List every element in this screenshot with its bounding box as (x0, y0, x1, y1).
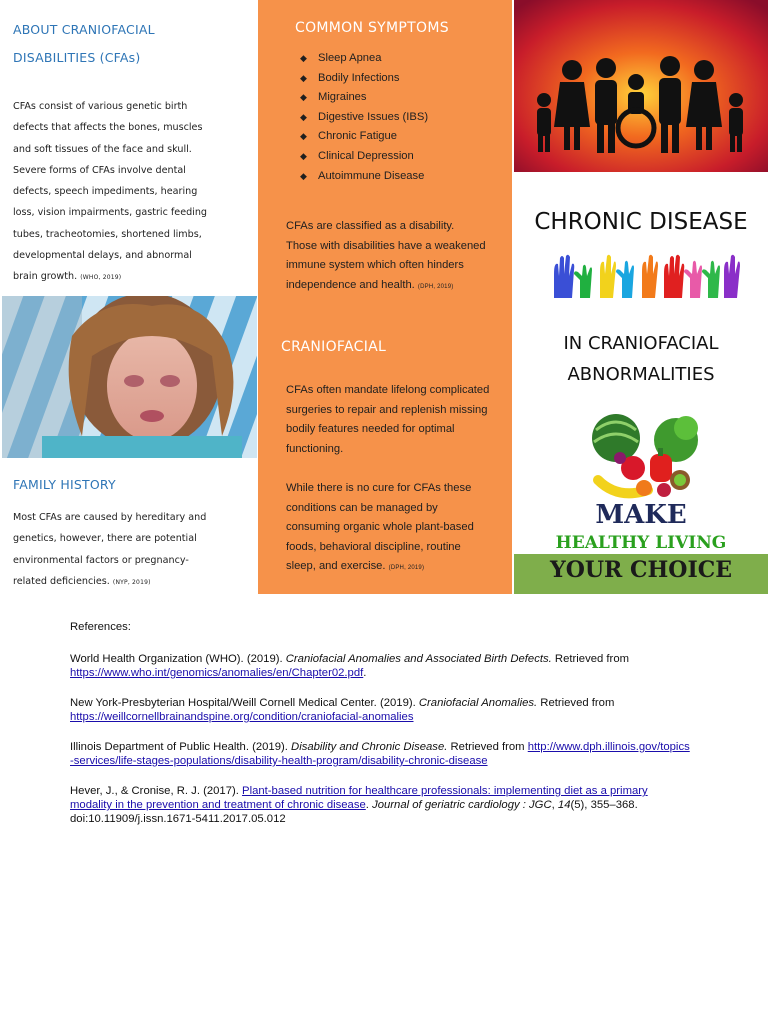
ref-pages-doi: (5), 355–368. doi:10.11909/j.issn.1671-5411.2017.05.012 (70, 799, 638, 825)
ref-retrieved: Retrieved from (447, 741, 528, 753)
ref-retrieved: Retrieved from (537, 697, 615, 709)
about-paragraph (13, 96, 219, 289)
symptom-label: Chronic Fatigue (318, 130, 397, 143)
symptom-label: Clinical Depression (318, 149, 414, 162)
references-label: References: (70, 621, 131, 633)
ref-title: Craniofacial Anomalies. (418, 697, 538, 709)
ref-link[interactable]: http://www.dph.illinois.gov/topics-services/life-stages-populations/disability-health-program/disability-chronic-disease (70, 741, 690, 767)
reference-hever (70, 784, 690, 826)
ref-authors: New York-Presbyterian Hospital/Weill Cornell Medical Center. (2019). (70, 697, 419, 709)
right-panel (514, 0, 768, 594)
surgery-text: CFAs often mandate lifelong complicated surgeries to repair and replenish missing bodily features needed for optimal functioning. (286, 384, 490, 455)
your-choice-bar (514, 554, 768, 594)
symptom-label: Migraines (318, 91, 367, 104)
ref-title: Disability and Chronic Disease. (291, 741, 448, 753)
title-chronic-disease: CHRONIC DISEASE (534, 209, 748, 235)
ref-volume: 14 (557, 799, 571, 811)
title-abnormalities: ABNORMALITIES (567, 364, 715, 385)
fruits-vegetables-graphic (588, 410, 708, 502)
ref-retrieved: Retrieved from (551, 653, 630, 665)
managed-paragraph (286, 479, 491, 579)
left-panel (0, 0, 257, 595)
ref-link[interactable]: https://www.who.int/genomics/anomalies/en/Chapter02.pdf (70, 667, 364, 679)
ref-link[interactable]: Plant-based nutrition for healthcare professionals: implementing diet as a primary modality in the prevention and treatment of chronic disease (70, 785, 648, 811)
patient-photo (2, 296, 257, 458)
managed-citation: (DPH, 2019) (388, 565, 425, 572)
title-in-craniofacial: IN CRANIOFACIAL (563, 333, 719, 354)
disability-citation: (DPH, 2019) (417, 283, 454, 290)
diamond-bullet-icon: ◆ (300, 53, 307, 63)
reference-nyp (70, 696, 690, 724)
diamond-bullet-icon: ◆ (300, 131, 307, 142)
symptoms-list (300, 49, 428, 186)
symptom-label: Bodily Infections (318, 71, 400, 84)
make-text: MAKE (595, 500, 687, 530)
managed-text: While there is no cure for CFAs these conditions can be managed by consuming organic whole plant-based foods, behavioral discipline, routine sleep, and exercise. (286, 482, 474, 573)
diamond-bullet-icon: ◆ (300, 170, 307, 181)
family-history-heading: FAMILY HISTORY (13, 477, 116, 492)
symptom-item (300, 127, 428, 147)
family-text: Most CFAs are caused by hereditary and genetics, however, there are potential environmental factors or pregnancy-related deficiencies. (13, 512, 207, 587)
diamond-bullet-icon: ◆ (300, 150, 307, 161)
disability-paragraph (286, 217, 486, 297)
colorful-hands-graphic (550, 254, 740, 302)
symptom-label: Autoimmune Disease (318, 169, 425, 182)
symptom-item (300, 108, 428, 128)
ref-link[interactable]: https://weillcornellbrainandspine.org/condition/craniofacial-anomalies (70, 711, 414, 723)
family-paragraph (13, 507, 219, 593)
disability-text: CFAs are classified as a disability. Those with disabilities have a weakened immune system which often hinders independence and health. (286, 220, 486, 291)
craniofacial-heading: CRANIOFACIAL (281, 339, 387, 355)
middle-panel (258, 0, 512, 594)
symptom-label: Sleep Apnea (318, 52, 382, 64)
symptoms-heading: COMMON SYMPTOMS (295, 20, 449, 36)
diamond-bullet-icon: ◆ (300, 92, 307, 103)
ref-sep: , (551, 799, 558, 811)
ref-sep: . (365, 799, 373, 811)
ref-authors: Illinois Department of Public Health. (2019). (70, 741, 292, 753)
reference-idph (70, 740, 690, 768)
symptom-item (300, 49, 428, 69)
your-choice-text: YOUR CHOICE (549, 557, 733, 583)
about-text: CFAs consist of various genetic birth defects that affects the bones, muscles and soft tissues of the face and skull. Severe forms of CFAs involve dental defects, speech impediments, hearing loss, vision impairments, gastric feeding tubes, tracheotomies, shortened limbs, developmental delays, and abnormal brain growth. (13, 101, 208, 283)
symptom-item (300, 147, 428, 167)
references-section (70, 621, 690, 842)
about-citation: (WHO, 2019) (80, 274, 122, 282)
ref-authors: World Health Organization (WHO). (2019). (70, 653, 286, 665)
symptom-item (300, 167, 428, 187)
family-silhouette-banner (514, 0, 768, 172)
symptom-item (300, 88, 428, 108)
ref-journal: Journal of geriatric cardiology : JGC (372, 799, 552, 811)
ref-title: Craniofacial Anomalies and Associated Birth Defects. (285, 653, 552, 665)
reference-who (70, 652, 690, 680)
ref-end: . (363, 667, 367, 679)
symptom-item (300, 69, 428, 89)
family-citation: (NYP, 2019) (112, 578, 151, 586)
about-heading-line1: ABOUT CRANIOFACIAL (13, 22, 155, 37)
about-heading-line2: DISABILITIES (CFAs) (13, 50, 141, 65)
healthy-living-text: HEALTHY LIVING (555, 533, 727, 553)
ref-authors: Hever, J., & Cronise, R. J. (2017). (70, 785, 243, 797)
symptom-label: Digestive Issues (IBS) (318, 110, 429, 123)
diamond-bullet-icon: ◆ (300, 111, 307, 122)
diamond-bullet-icon: ◆ (300, 72, 307, 83)
